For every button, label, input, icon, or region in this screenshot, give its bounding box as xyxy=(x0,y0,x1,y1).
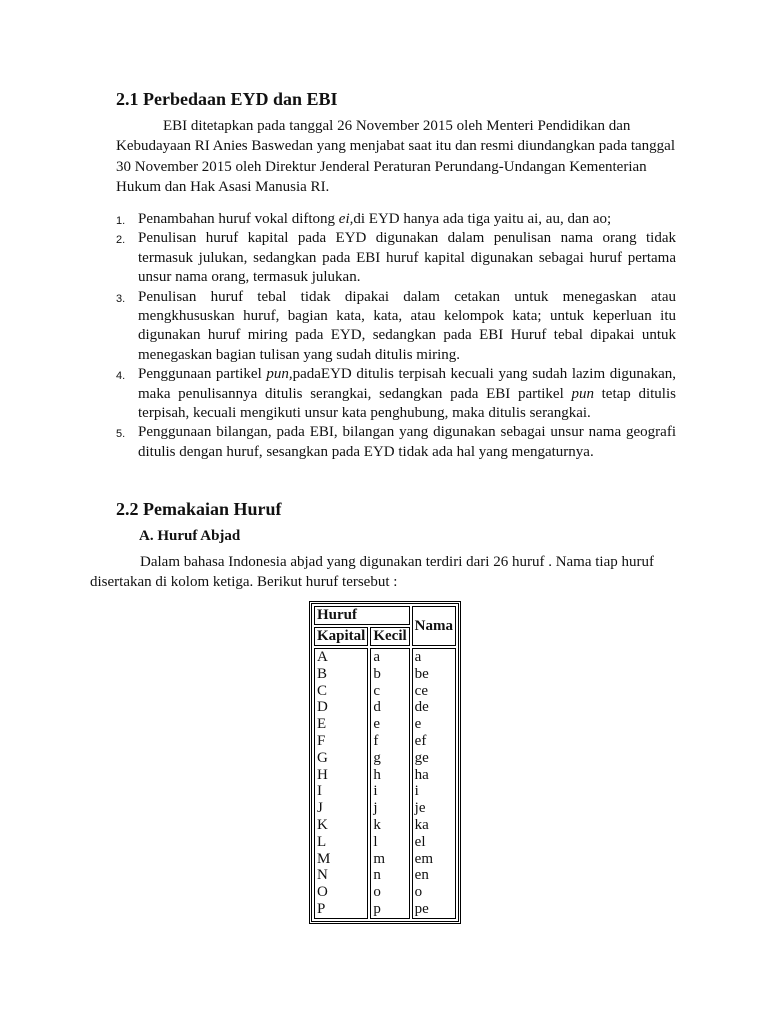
letter-name: ge xyxy=(414,749,429,766)
list-item: 4. Penggunaan partikel pun,padaEYD ditulis terpisah kecuali yang sudah lazim digunakan, maka penulisannya ditulis serangkai, sedangkan pada EBI partikel pun tetap ditulis terpisah, kecuali mengikuti unsur kata penghubung, maka ditulis serangkai. xyxy=(116,366,676,422)
kapital-letter: L xyxy=(317,833,327,850)
kapital-letter: N xyxy=(317,867,328,884)
section-heading-2-1: 2.1 Perbedaan EYD dan EBI xyxy=(116,89,338,109)
kecil-letter: b xyxy=(373,665,381,682)
alphabet-table xyxy=(311,603,459,922)
kapital-letter: J xyxy=(317,800,323,817)
letter-name: ha xyxy=(414,766,429,783)
letter-name: el xyxy=(414,833,426,850)
kecil-letter: n xyxy=(373,867,381,884)
kecil-letter: c xyxy=(373,682,381,699)
kapital-letter: M xyxy=(317,850,331,867)
kapital-letter: D xyxy=(317,699,328,716)
kapital-letter: K xyxy=(317,816,328,833)
letter-name: ce xyxy=(414,682,428,699)
letter-name: o xyxy=(414,884,423,901)
header-kapital: Kapital xyxy=(314,627,368,646)
list-item: 3. Penulisan huruf tebal tidak dipakai dalam cetakan untuk menegaskan atau mengkhususkan huruf, bagian kata, kata, atau kelompok kata; untuk keperluan itu digunakan huruf miring pada EYD, sedangkan pada EBI Huruf tebal dipakai untuk menegaskan bagian tulisan yang sudah ditulis miring. xyxy=(116,288,676,363)
kecil-letter: l xyxy=(373,833,378,850)
kapital-letter: O xyxy=(317,884,328,901)
kapital-letter: A xyxy=(317,649,328,665)
kecil-column xyxy=(370,648,409,919)
list-item: 5. Penggunaan bilangan, pada EBI, bilangan yang digunakan sebagai unsur nama geografi ditulis dengan huruf, sesangkan pada EYD tidak ada hal yang mengaturnya. xyxy=(116,424,676,460)
kecil-letter: o xyxy=(373,884,381,901)
letter-name: be xyxy=(414,665,429,682)
letter-name: e xyxy=(414,716,422,733)
letter-name: a xyxy=(414,649,422,665)
kapital-letter: F xyxy=(317,732,326,749)
letter-name: i xyxy=(414,783,419,800)
kapital-letter: I xyxy=(317,783,322,800)
kecil-letter: d xyxy=(373,699,381,716)
letter-name: je xyxy=(414,800,426,817)
kecil-letter: f xyxy=(373,732,379,749)
letter-name: em xyxy=(414,850,433,867)
kecil-letter: e xyxy=(373,716,381,733)
kecil-letter: h xyxy=(373,766,381,783)
kecil-letter: p xyxy=(373,900,381,917)
section-heading-2-2: 2.2 Pemakaian Huruf xyxy=(116,499,282,519)
kapital-column xyxy=(314,648,368,919)
intro-paragraph: EBI ditetapkan pada tanggal 26 November 2015 oleh Menteri Pendidikan dan Kebudayaan RI Anies Baswedan yang menjabat saat itu dan resmi diundangkan pada tanggal 30 November 2015 oleh Direktur Jenderal Peraturan Perundang-Undangan Kementerian Hukum dan Hak Asasi Manusia RI. xyxy=(116,118,675,196)
kecil-letter: a xyxy=(373,649,381,665)
letter-name: pe xyxy=(414,900,429,917)
letter-name: en xyxy=(414,867,429,884)
letter-name: ka xyxy=(414,816,429,833)
letter-name: de xyxy=(414,699,429,716)
header-nama: Nama xyxy=(412,606,456,646)
header-kecil: Kecil xyxy=(370,627,409,646)
kapital-letter: B xyxy=(317,665,328,682)
list-item: 1. Penambahan huruf vokal diftong ei,di EYD hanya ada tiga yaitu ai, au, dan ao; xyxy=(116,211,612,227)
nama-column xyxy=(412,648,456,919)
kapital-letter: H xyxy=(317,766,328,783)
kapital-letter: C xyxy=(317,682,328,699)
kapital-letter: G xyxy=(317,749,328,766)
kecil-letter: k xyxy=(373,816,381,833)
subheading-huruf-abjad: A. Huruf Abjad xyxy=(139,528,241,544)
kecil-letter: g xyxy=(373,749,381,766)
abjad-paragraph: Dalam bahasa Indonesia abjad yang digunakan terdiri dari 26 huruf . Nama tiap huruf disertakan di kolom ketiga. Berikut huruf tersebut : xyxy=(90,554,654,591)
differences-list xyxy=(116,210,676,462)
letter-name: ef xyxy=(414,732,427,749)
kecil-letter: j xyxy=(373,800,378,817)
kapital-letter: E xyxy=(317,716,327,733)
kecil-letter: m xyxy=(373,850,386,867)
list-item: 2. Penulisan huruf kapital pada EYD digunakan dalam penulisan nama orang tidak termasuk julukan, sedangkan pada EBI huruf kapital digunakan sebagai huruf pertama unsur nama orang, termasuk julukan. xyxy=(116,230,676,286)
header-huruf: Huruf xyxy=(314,606,410,625)
kapital-letter: P xyxy=(317,900,326,917)
kecil-letter: i xyxy=(373,783,378,800)
